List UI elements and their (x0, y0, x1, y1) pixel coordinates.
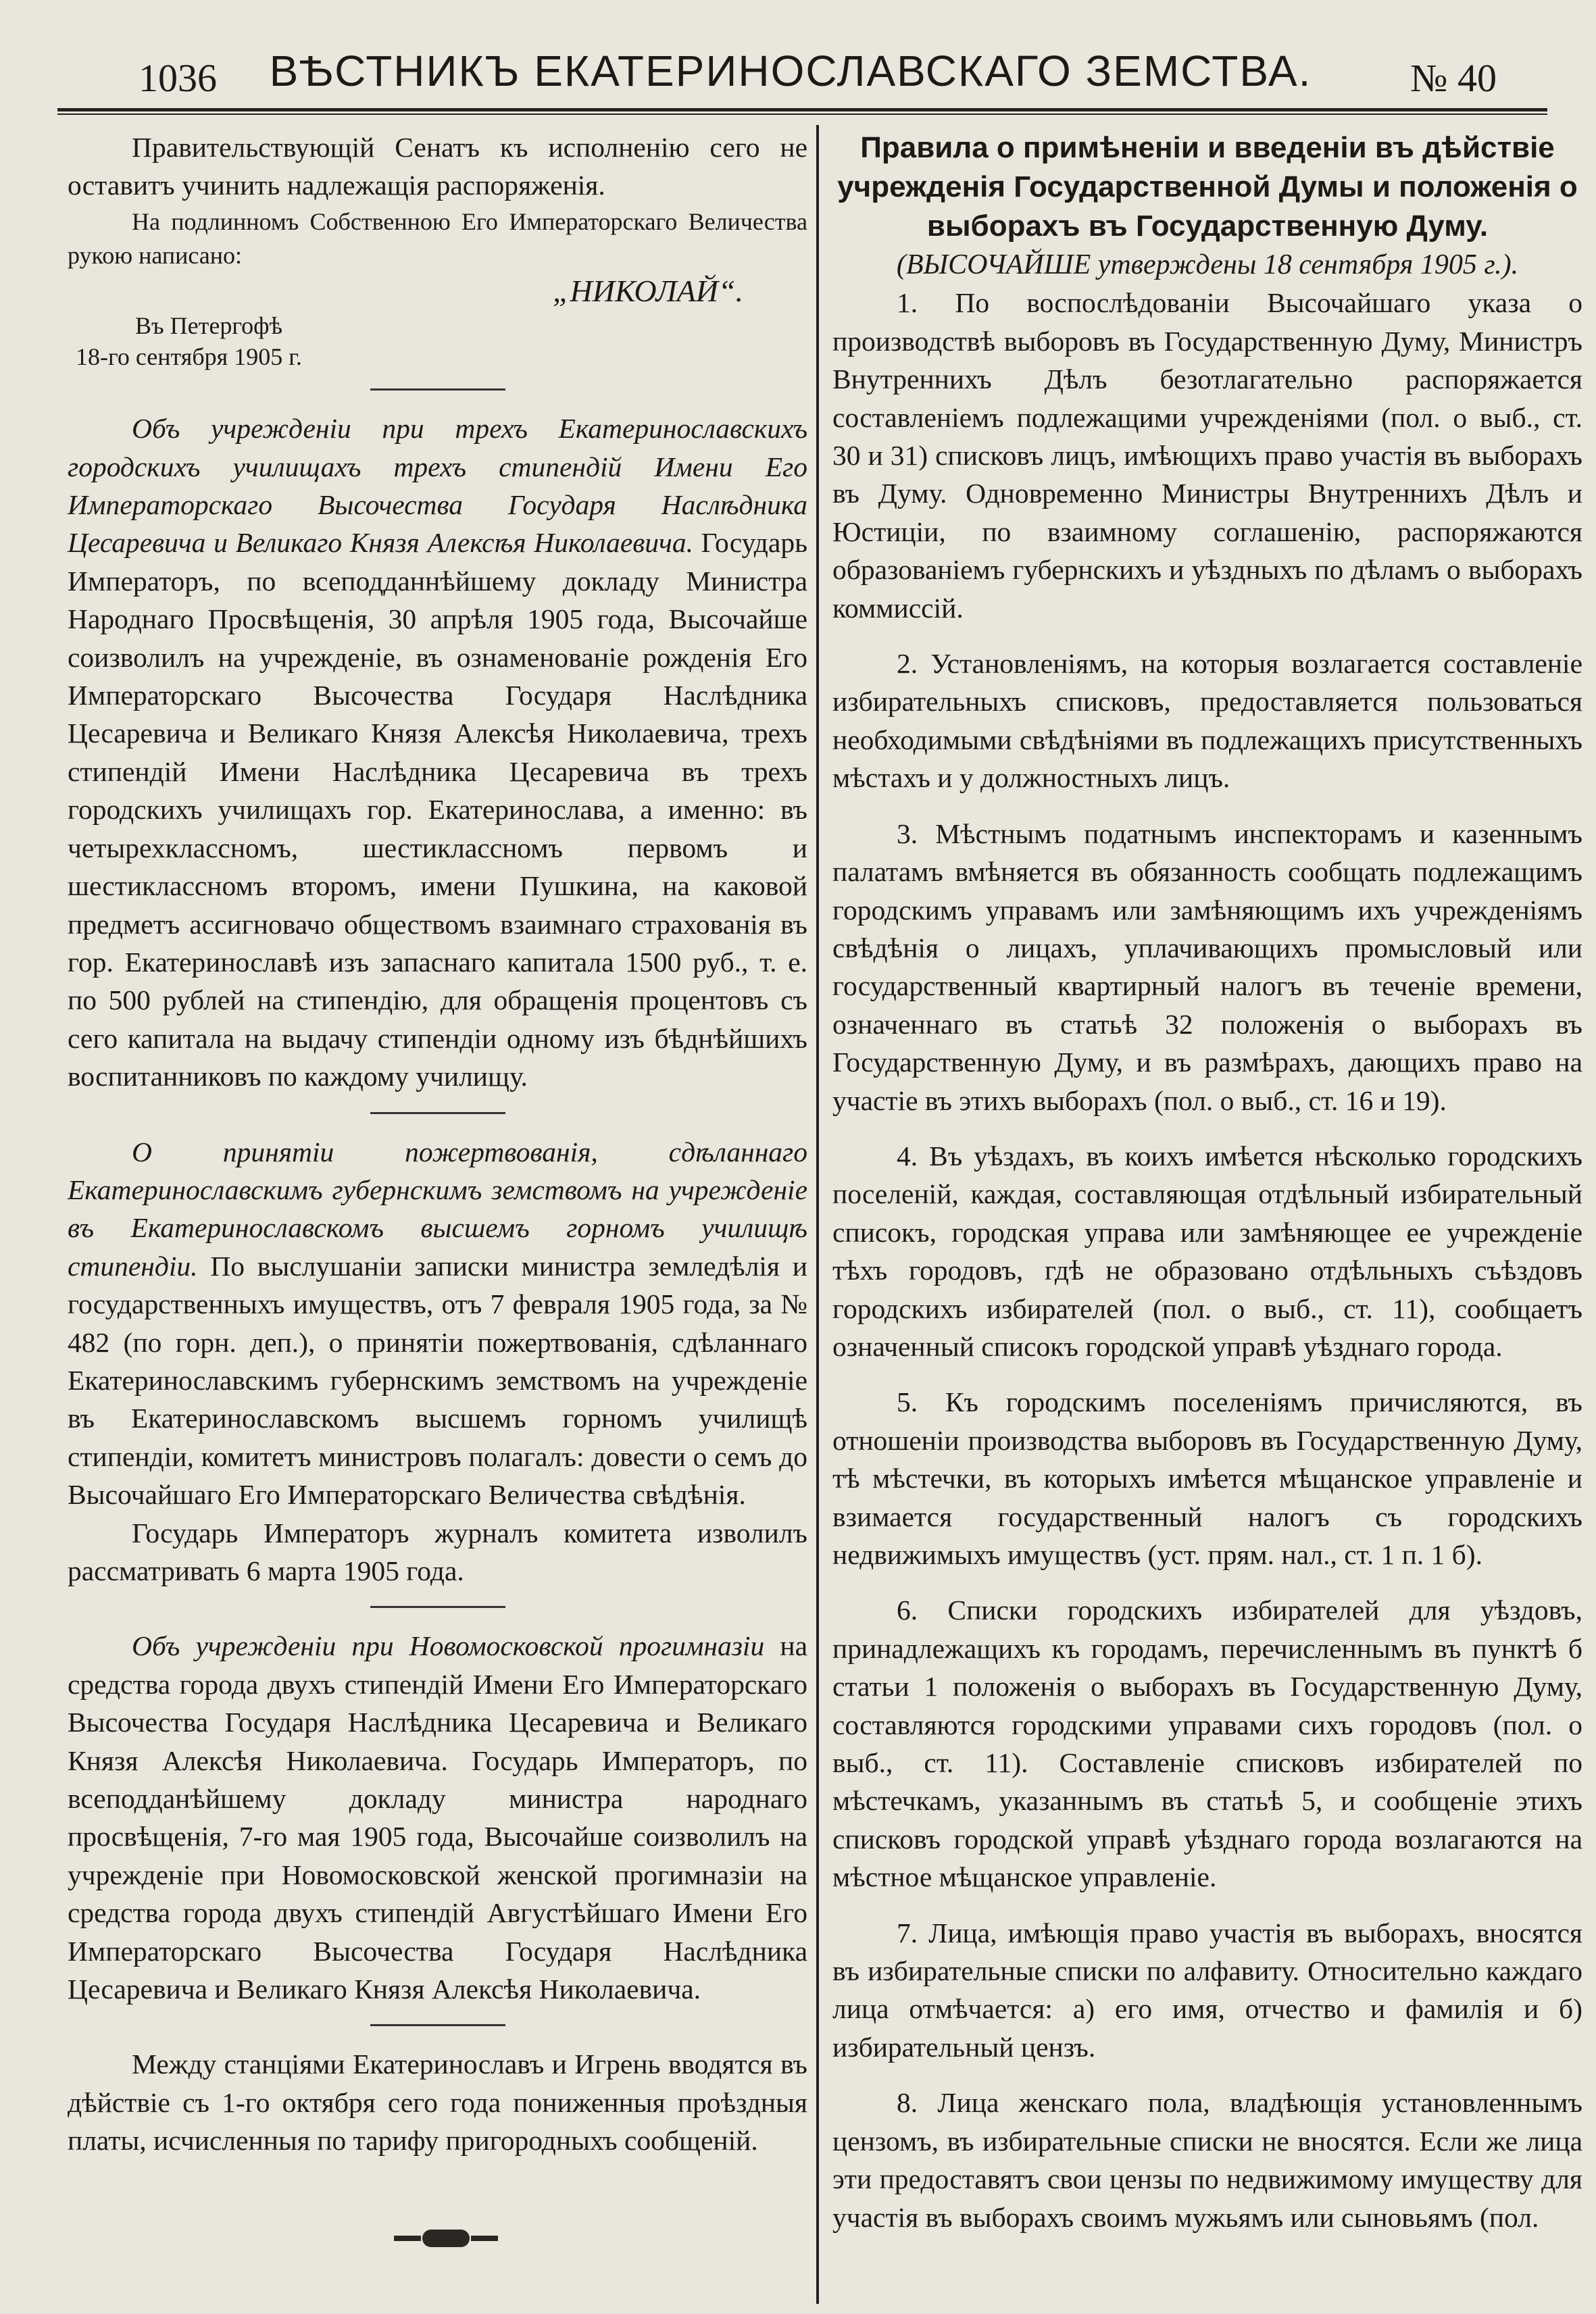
article-donation-mining-school (68, 1133, 807, 1514)
page-ornament (422, 2230, 470, 2247)
senate-paragraph: Правительствующій Сенатъ къ исполненію сего не оставитъ учинить надлежащія распоряженія. (68, 132, 807, 201)
signing-date: 18-го сентября 1905 г. (76, 343, 302, 371)
rule-item: 6. Списки городскихъ избирателей для уѣздовъ, принадлежащихъ къ городамъ, перечисленнымъ въ пунктѣ б статьи 1 положенія о выборахъ въ Государственную Думу, составляются городскими управами сихъ городовъ (пол. о выб., ст. 11). Составленіе списковъ избирателей по мѣстечкамъ, указаннымъ въ статьѣ 5, и сообщеніе этихъ списковъ городской управѣ уѣзднаго города возлагаются на мѣстное мѣщанское управленіе. (832, 1594, 1582, 1893)
right-column (832, 128, 1582, 2236)
rule-item: 1. По воспослѣдованіи Высочайшаго указа о производствѣ выборовъ въ Государственную Думу, Министръ Внутреннихъ Дѣлъ безотлагательно распоряжается составленіемъ подлежащими учрежденіями (пол. о выб., ст. 30 и 31) списковъ лицъ, имѣющихъ право участія въ выборахъ въ Думу. Одновременно Министры Внутреннихъ Дѣлъ и Юстиціи, по взаимному соглашенію, распоряжаются образованіемъ губернскихъ и уѣздныхъ по дѣламъ о выборахъ коммиссій. (832, 287, 1582, 624)
signing-place: Въ Петергофѣ (135, 312, 283, 340)
rule-item: 3. Мѣстнымъ податнымъ инспекторамъ и казеннымъ палатамъ вмѣняется въ обязанность сообщать подлежащимъ городскимъ управамъ или замѣняющимъ ихъ учрежденіямъ свѣдѣнія о лицахъ, уплачивающихъ промысловый или государственный квартирный налогъ въ теченіе времени, означеннаго въ статьѣ 32 положенія о выборахъ въ Государственную Думу, и въ размѣрахъ, дающихъ право на участіе въ этихъ выборахъ (пол. о выб., ст. 16 и 19). (832, 818, 1582, 1116)
article-novomoskovsk-progymnasium (68, 1627, 807, 2008)
article-body-continued: Государь Императоръ журналъ комитета изволилъ рассматривать 6 марта 1905 года. (68, 1517, 807, 1586)
column-divider (816, 125, 819, 2304)
separator (370, 1112, 505, 1114)
article-body: на средства города двухъ стипендій Имени Его Императорскаго Высочества Государя Наслѣдника Цесаревича и Великаго Князя Алексѣя Николаевича. Государь Императоръ, по всеподданѣйшему докладу министра народнаго просвѣщенія, 7-го мая 1905 года, Высочайше соизволилъ на учрежденіе при Новомосковской женской прогимназіи на средства города двухъ стипендій Августѣйшаго Имени Его Императорскаго Высочества Государя Наслѣдника Цесаревича и Великаго Князя Алексѣя Николаевича. (68, 1630, 807, 2005)
rules-subtitle: (ВЫСОЧАЙШЕ утверждены 18 сентября 1905 г.). (896, 249, 1519, 280)
article-title: Объ учрежденіи при трехъ Екатеринославскихъ городскихъ училищахъ трехъ стипендій Имени Его Императорскаго Высочества Государя Наслѣдника Цесаревича и Великаго Князя Алексѣя Николаевича. (68, 413, 807, 559)
rule-item: 2. Установленіямъ, на которыя возлагается составленіе избирательныхъ списковъ, предоставляется пользоваться необходимыми свѣдѣніями въ подлежащихъ присутственныхъ мѣстахъ и у должностныхъ лицъ. (832, 648, 1582, 794)
signature: „НИКОЛАЙ“. (552, 273, 743, 308)
header-rule-thin (57, 114, 1547, 115)
article-title: О принятіи пожертвованія, сдѣланнаго Екатеринославскимъ губернскимъ земствомъ на учрежденіе въ Екатеринославскомъ высшемъ горномъ училищѣ стипендіи. (68, 1136, 807, 1282)
separator (370, 1606, 505, 1608)
article-title: Объ учрежденіи при Новомосковской прогимназіи (132, 1630, 765, 1662)
original-note: На подлинномъ Собственною Его Императорскаго Величества рукою написано: (68, 207, 807, 269)
rule-item: 4. Въ уѣздахъ, въ коихъ имѣется нѣсколько городскихъ поселеній, каждая, составляющая отдѣльный избирательный списокъ, городская управа или замѣняющее ее учрежденіе тѣхъ городовъ, гдѣ не образовано отдѣльныхъ съѣздовъ городскихъ избирателей (пол. о выб., ст. 11), сообщаетъ означенный списокъ городской управѣ уѣзднаго города. (832, 1140, 1582, 1362)
separator (370, 2024, 505, 2026)
article-stipends-schools (68, 409, 807, 1095)
rule-item: 5. Къ городскимъ поселеніямъ причисляются, въ отношеніи производства выборовъ въ Государственную Думу, тѣ мѣстечки, въ которыхъ имѣется мѣщанское управленіе и взимается государственный налогъ съ городскихъ недвижимыхъ имуществъ (уст. прям. нал., ст. 1 п. 1 б). (832, 1386, 1582, 1570)
separator (370, 388, 505, 391)
page-number: 1036 (139, 56, 217, 100)
article-body: По выслушаніи записки министра земледѣлія и государственныхъ имуществъ, отъ 7 февраля 1905 года, за № 482 (по горн. деп.), о принятіи пожертвованія, сдѣланнаго Екатеринославскимъ губернскимъ земствомъ на учрежденіе въ Екатеринославскомъ высшемъ горномъ училищѣ стипендіи, комитетъ министровъ полагалъ: довести о семъ до Высочайшаго Его Императорскаго Величества свѣдѣнія. (68, 1250, 807, 1511)
article-railway-fares: Между станціями Екатеринославъ и Игрень вводятся въ дѣйствіе съ 1-го октября сего года пониженныя проѣздныя платы, исчисленныя по тарифу пригородныхъ сообщеній. (68, 2048, 807, 2157)
article-body: Государь Императоръ, по всеподданнѣйшему докладу Министра Народнаго Просвѣщенія, 30 апрѣля 1905 года, Высочайше соизволилъ на учрежденіе, въ ознаменованіе рожденія Его Императорскаго Высочества Государя Наслѣдника Цесаревича и Великаго Князя Алексѣя Николаевича, трехъ стипендій Имени Наслѣдника Цесаревича въ трехъ городскихъ училищахъ гор. Екатеринослава, а именно: въ четырехклассномъ, шестиклассномъ первомъ и шестиклассномъ второмъ, имени Пушкина, на каковой предметъ ассигновачо обществомъ взаимнаго страхованія въ гор. Екатеринославѣ изъ запаснаго капитала 1500 руб., т. е. по 500 рублей на стипендію, для обращенія процентовъ съ сего капитала на выдачу стипендіи одному изъ бѣднѣйшихъ воспитанниковъ по каждому училищу. (68, 527, 807, 1092)
issue-number: № 40 (1410, 56, 1497, 100)
rule-item: 8. Лица женскаго пола, владѣющія установленнымъ цензомъ, въ избирательные списки не вносятся. Если же лица эти предоставятъ свои цензы по недвижимому имуществу для участія въ выборахъ своимъ мужьямъ или сыновьямъ (пол. (832, 2087, 1582, 2233)
left-column (68, 128, 807, 2160)
header-rule (57, 108, 1547, 111)
rules-title: Правила о примѣненіи и введеніи въ дѣйствіе учрежденія Государственной Думы и положенія о выборахъ въ Государственную Думу. (837, 131, 1578, 243)
journal-title: ВѢСТНИКЪ ЕКАТЕРИНОСЛАВСКАГО ЗЕМСТВА. (269, 47, 1312, 95)
page-header (64, 20, 1517, 101)
rule-item: 7. Лица, имѣющія право участія въ выборахъ, вносятся въ избирательные списки по алфавиту. Относительно каждаго лица отмѣчается: а) его имя, отчество и фамилія и б) избирательный цензъ. (832, 1917, 1582, 2063)
